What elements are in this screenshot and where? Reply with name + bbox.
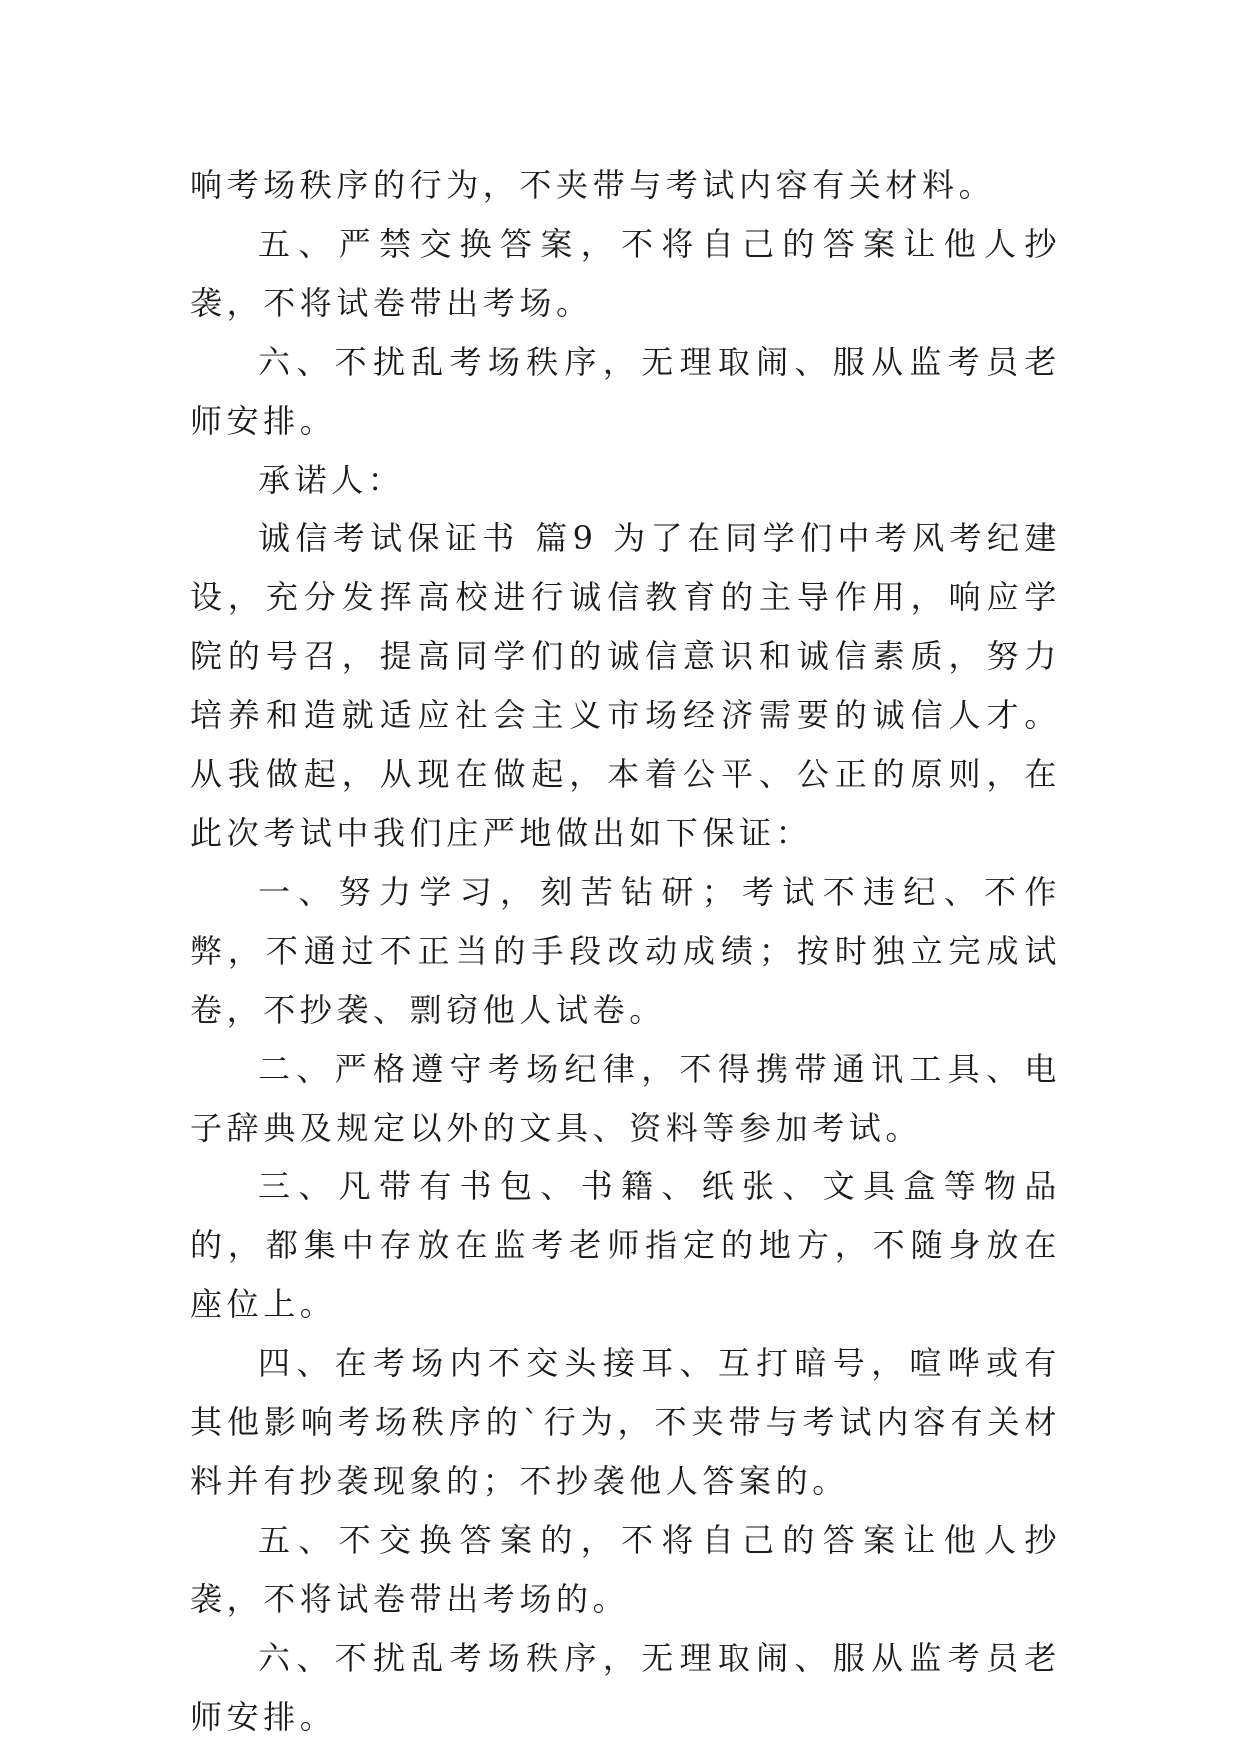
paragraph-continuation: 响考场秩序的行为，不夹带与考试内容有关材料。 [190, 166, 996, 204]
paragraph-pledge-3: 三、凡带有书包、书籍、纸张、文具盒等物品的，都集中存放在监考老师指定的地方，不随身放在座位上。 [190, 1167, 1061, 1324]
paragraph-section-9-intro: 诚信考试保证书 篇9 为了在同学们中考风考纪建设，充分发挥高校进行诚信教育的主导作用，响应学院的号召，提高同学们的诚信意识和诚信素质，努力培养和造就适应社会主义市场经济需要的诚信人才。从我做起，从现在做起，本着公平、公正的原则，在此次考试中我们庄严地做出如下保证： [190, 519, 1061, 852]
paragraph-pledge-5: 五、不交换答案的，不将自己的答案让他人抄袭，不将试卷带出考场的。 [190, 1520, 1061, 1618]
paragraph-rule-5: 五、严禁交换答案，不将自己的答案让他人抄袭，不将试卷带出考场。 [190, 224, 1061, 322]
document-body [190, 156, 1061, 1746]
paragraph-pledge-4: 四、在考场内不交头接耳、互打暗号，喧哗或有其他影响考场秩序的`行为，不夹带与考试内容有关材料并有抄袭现象的；不抄袭他人答案的。 [190, 1344, 1061, 1500]
paragraph-pledge-1: 一、努力学习，刻苦钻研；考试不违纪、不作弊，不通过不正当的手段改动成绩；按时独立完成试卷，不抄袭、剽窃他人试卷。 [190, 872, 1061, 1029]
paragraph-rule-6: 六、不扰乱考场秩序，无理取闹、服从监考员老师安排。 [190, 342, 1061, 440]
paragraph-signatory: 承诺人： [258, 460, 405, 499]
paragraph-pledge-6: 六、不扰乱考场秩序，无理取闹、服从监考员老师安排。 [190, 1638, 1061, 1736]
paragraph-pledge-2: 二、严格遵守考场纪律，不得携带通讯工具、电子辞典及规定以外的文具、资料等参加考试。 [190, 1049, 1061, 1147]
